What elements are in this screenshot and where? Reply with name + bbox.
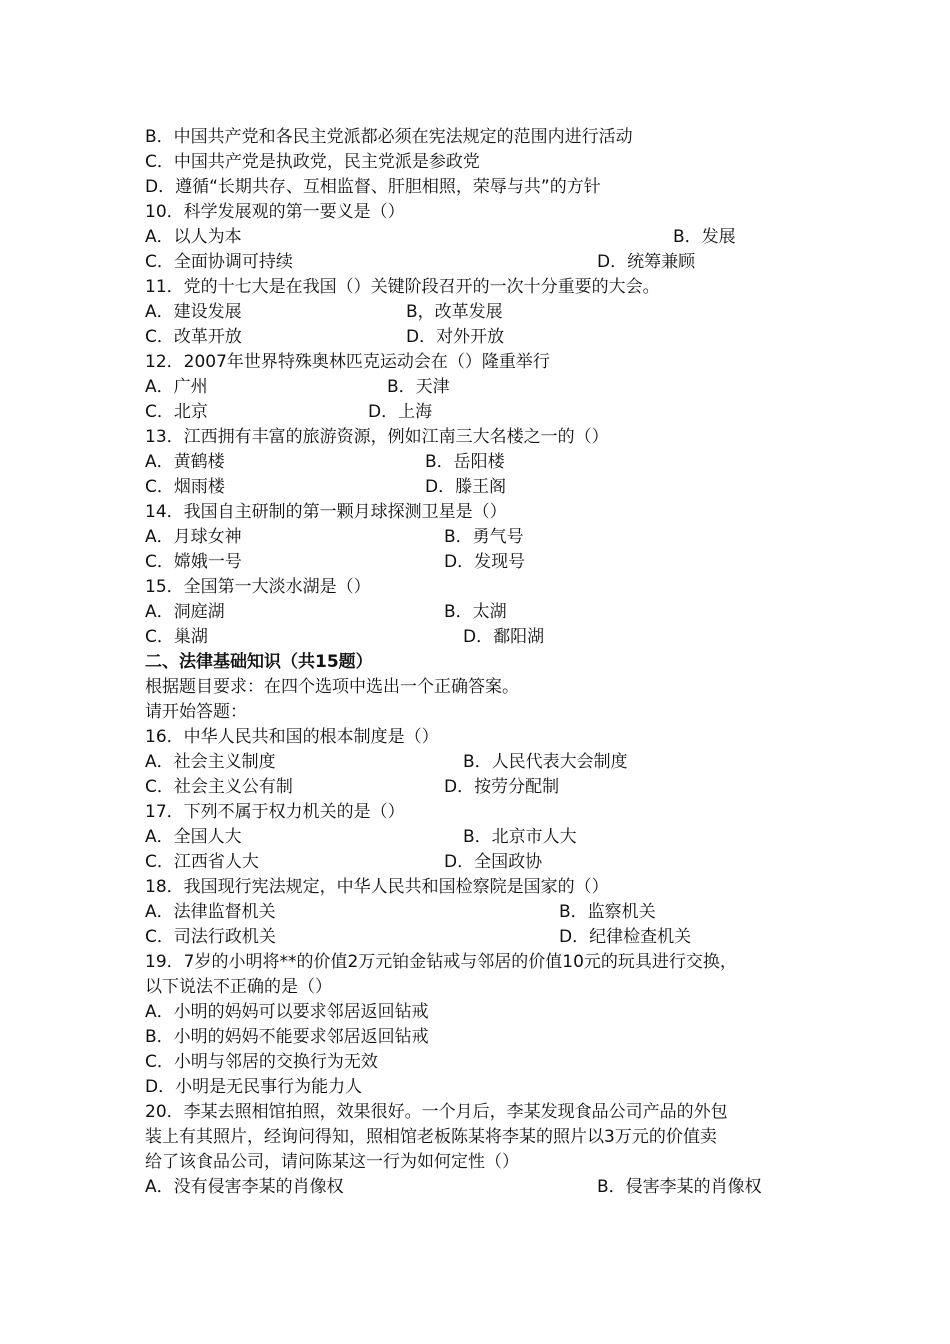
option-line: D．遵循“长期共存、互相监督、肝胆相照，荣辱与共”的方针 — [145, 177, 601, 197]
question-line: 给了该食品公司，请问陈某这一行为如何定性（） — [145, 1152, 519, 1172]
option-line: B．勇气号 — [444, 527, 524, 547]
option-line: A．黄鹤楼 — [145, 452, 225, 472]
option-line: D．发现号 — [444, 552, 526, 572]
question-line: 19．7岁的小明将**的价值2万元铂金钻戒与邻居的价值10元的玩具进行交换， — [145, 952, 737, 972]
option-line: A．建设发展 — [145, 302, 242, 322]
option-line: D．上海 — [368, 402, 433, 422]
option-line: B，改革发展 — [406, 302, 503, 322]
option-line: A．没有侵害李某的肖像权 — [145, 1177, 344, 1197]
option-line: C．社会主义公有制 — [145, 777, 293, 797]
instruction-line: 请开始答题： — [145, 702, 247, 722]
option-line: D．纪律检查机关 — [559, 927, 692, 947]
option-line: C．北京 — [145, 402, 208, 422]
question-line: 13．江西拥有丰富的旅游资源，例如江南三大名楼之一的（） — [145, 427, 609, 447]
option-line: C．司法行政机关 — [145, 927, 276, 947]
option-line: A．广州 — [145, 377, 208, 397]
option-line: D．按劳分配制 — [444, 777, 560, 797]
option-line: C．全面协调可持续 — [145, 252, 293, 272]
option-line: D．统筹兼顾 — [597, 252, 696, 272]
option-line: B．天津 — [387, 377, 450, 397]
option-line: D．鄱阳湖 — [463, 627, 545, 647]
option-line: B．小明的妈妈不能要求邻居返回钻戒 — [145, 1027, 429, 1047]
option-line: B．监察机关 — [559, 902, 656, 922]
instruction-line: 根据题目要求：在四个选项中选出一个正确答案。 — [145, 677, 519, 697]
option-line: C．中国共产党是执政党，民主党派是参政党 — [145, 152, 480, 172]
question-line: 14．我国自主研制的第一颗月球探测卫星是（） — [145, 502, 507, 522]
option-line: B．人民代表大会制度 — [463, 752, 628, 772]
option-line: B．岳阳楼 — [425, 452, 505, 472]
option-line: A．全国人大 — [145, 827, 242, 847]
option-line: A．洞庭湖 — [145, 602, 225, 622]
option-line: C．小明与邻居的交换行为无效 — [145, 1052, 378, 1072]
question-line: 装上有其照片，经询问得知，照相馆老板陈某将李某的照片以3万元的价值卖 — [145, 1127, 717, 1147]
option-line: C．改革开放 — [145, 327, 242, 347]
option-line: C．巢湖 — [145, 627, 208, 647]
question-line: 16．中华人民共和国的根本制度是（） — [145, 727, 439, 747]
option-line: D．小明是无民事行为能力人 — [145, 1077, 363, 1097]
question-line: 以下说法不正确的是（） — [145, 977, 332, 997]
option-line: C．烟雨楼 — [145, 477, 225, 497]
option-line: D．对外开放 — [406, 327, 505, 347]
option-line: A．社会主义制度 — [145, 752, 276, 772]
option-line: B．侵害李某的肖像权 — [597, 1177, 762, 1197]
option-line: B．发展 — [673, 227, 736, 247]
option-line: B．太湖 — [444, 602, 507, 622]
question-line: 17．下列不属于权力机关的是（） — [145, 802, 405, 822]
option-line: B．北京市人大 — [463, 827, 577, 847]
question-line: 20．李某去照相馆拍照，效果很好。一个月后，李某发现食品公司产品的外包 — [145, 1102, 728, 1122]
option-line: B．中国共产党和各民主党派都必须在宪法规定的范围内进行活动 — [145, 127, 633, 147]
option-line: D．全国政协 — [444, 852, 543, 872]
question-line: 18．我国现行宪法规定，中华人民共和国检察院是国家的（） — [145, 877, 609, 897]
option-line: A．小明的妈妈可以要求邻居返回钻戒 — [145, 1002, 429, 1022]
option-line: A．法律监督机关 — [145, 902, 276, 922]
question-line: 12．2007年世界特殊奥林匹克运动会在（）隆重举行 — [145, 352, 550, 372]
option-line: A．月球女神 — [145, 527, 242, 547]
question-line: 11．党的十七大是在我国（）关键阶段召开的一次十分重要的大会。 — [145, 277, 660, 297]
option-line: A．以人为本 — [145, 227, 242, 247]
option-line: C．江西省人大 — [145, 852, 259, 872]
option-line: D．滕王阁 — [425, 477, 507, 497]
question-line: 10．科学发展观的第一要义是（） — [145, 202, 405, 222]
question-line: 15．全国第一大淡水湖是（） — [145, 577, 371, 597]
option-line: C．嫦娥一号 — [145, 552, 242, 572]
section-heading: 二、法律基础知识（共15题） — [145, 652, 373, 672]
